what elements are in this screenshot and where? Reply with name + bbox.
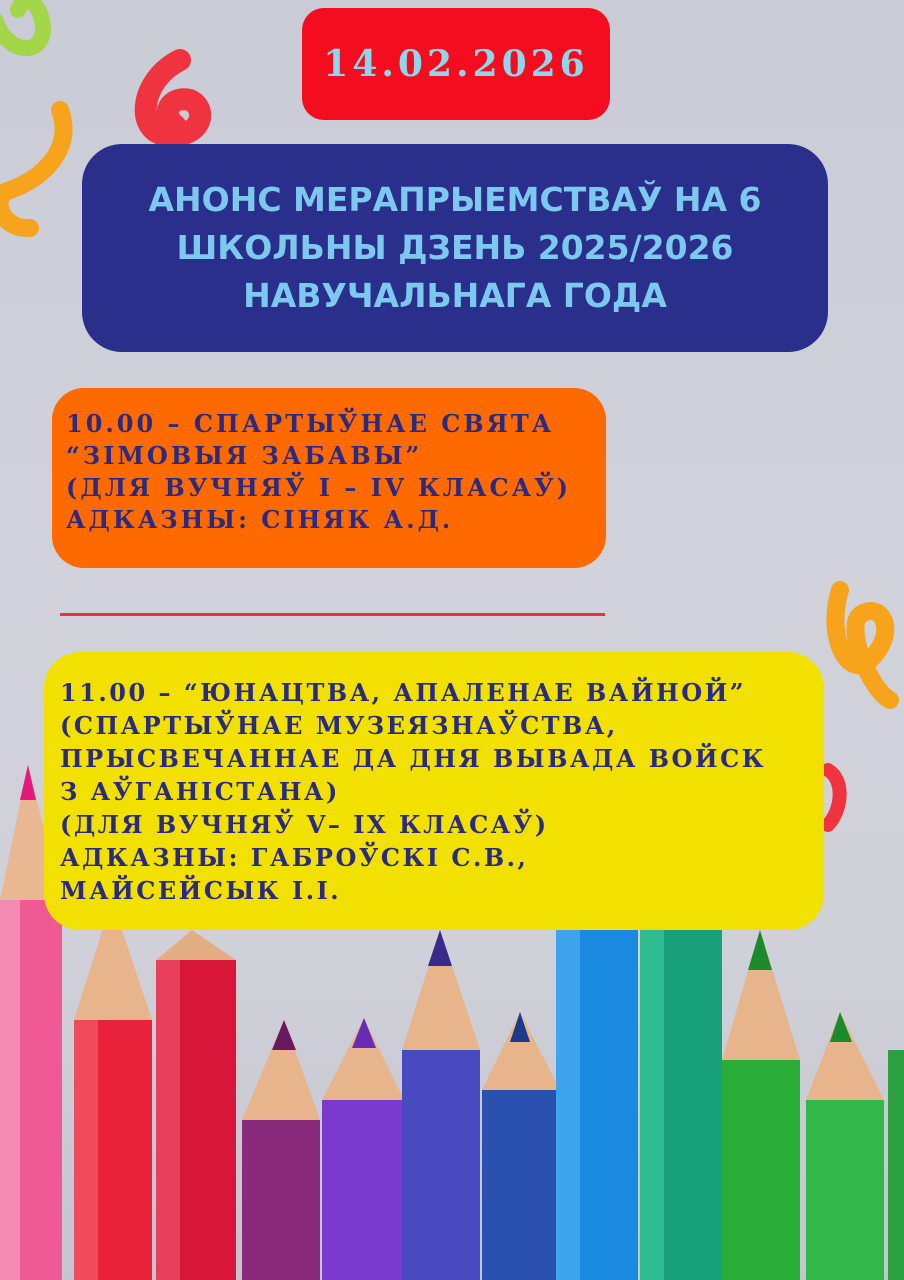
teal-pencil — [640, 930, 722, 1280]
green-pencil — [722, 930, 800, 1280]
event-2-description: (СПАРТЫЎНАЕ МУЗЕЯЗНАЎСТВА, — [60, 711, 618, 740]
title-line: АНОНС МЕРАПРЫЕМСТВАЎ НА 6 — [148, 180, 762, 219]
event-card-1 — [52, 388, 606, 568]
event-2-description: ПРЫСВЕЧАННАЕ ДА ДНЯ ВЫВАДА ВОЙСК — [60, 744, 767, 773]
red-pencil — [74, 900, 152, 1280]
announcement-title — [129, 176, 782, 320]
orange-right-squiggle — [835, 590, 890, 700]
navy-pencil — [482, 1012, 560, 1280]
date-badge — [302, 8, 610, 120]
title-line: ШКОЛЬНЫ ДЗЕНЬ 2025/2026 — [176, 228, 734, 267]
title-line: НАВУЧАЛЬНАГА ГОДА — [243, 276, 667, 315]
announcement-title-box — [82, 144, 828, 352]
event-2-time-title: 11.00 – “ЮНАЦТВА, АПАЛЕНАЕ ВАЙНОЙ” — [60, 678, 747, 707]
light-green-pencil — [806, 1012, 884, 1280]
red-squiggle — [146, 60, 200, 136]
event-2-description: З АЎГАНІСТАНА) — [60, 777, 340, 806]
orange-squiggle — [0, 110, 64, 228]
event-1-audience: (ДЛЯ ВУЧНЯЎ I – IV КЛАСАЎ) — [66, 473, 572, 502]
event-2-audience: (ДЛЯ ВУЧНЯЎ V– IX КЛАСАЎ) — [60, 810, 549, 839]
event-1-responsible: АДКАЗНЫ: СІНЯК А.Д. — [66, 505, 454, 534]
date-text: 14.02.2026 — [323, 43, 589, 85]
event-2-responsible: АДКАЗНЫ: ГАБРОЎСКІ С.В., — [60, 843, 529, 872]
sky-blue-pencil — [556, 930, 638, 1280]
event-2-responsible: МАЙСЕЙСЫК І.І. — [60, 876, 342, 905]
divider-line — [60, 613, 605, 616]
event-1-time-title: 10.00 – СПАРТЫЎНАЕ СВЯТА — [66, 409, 555, 438]
plum-pencil — [242, 1020, 320, 1280]
event-1-name: “ЗІМОВЫЯ ЗАБАВЫ” — [66, 441, 423, 470]
event-card-2 — [44, 652, 824, 930]
blue-violet-pencil — [402, 930, 480, 1280]
green-squiggle — [0, 2, 43, 48]
crimson-pencil — [156, 930, 236, 1280]
edge-green-pencil — [888, 1050, 904, 1280]
violet-pencil — [322, 1018, 404, 1280]
